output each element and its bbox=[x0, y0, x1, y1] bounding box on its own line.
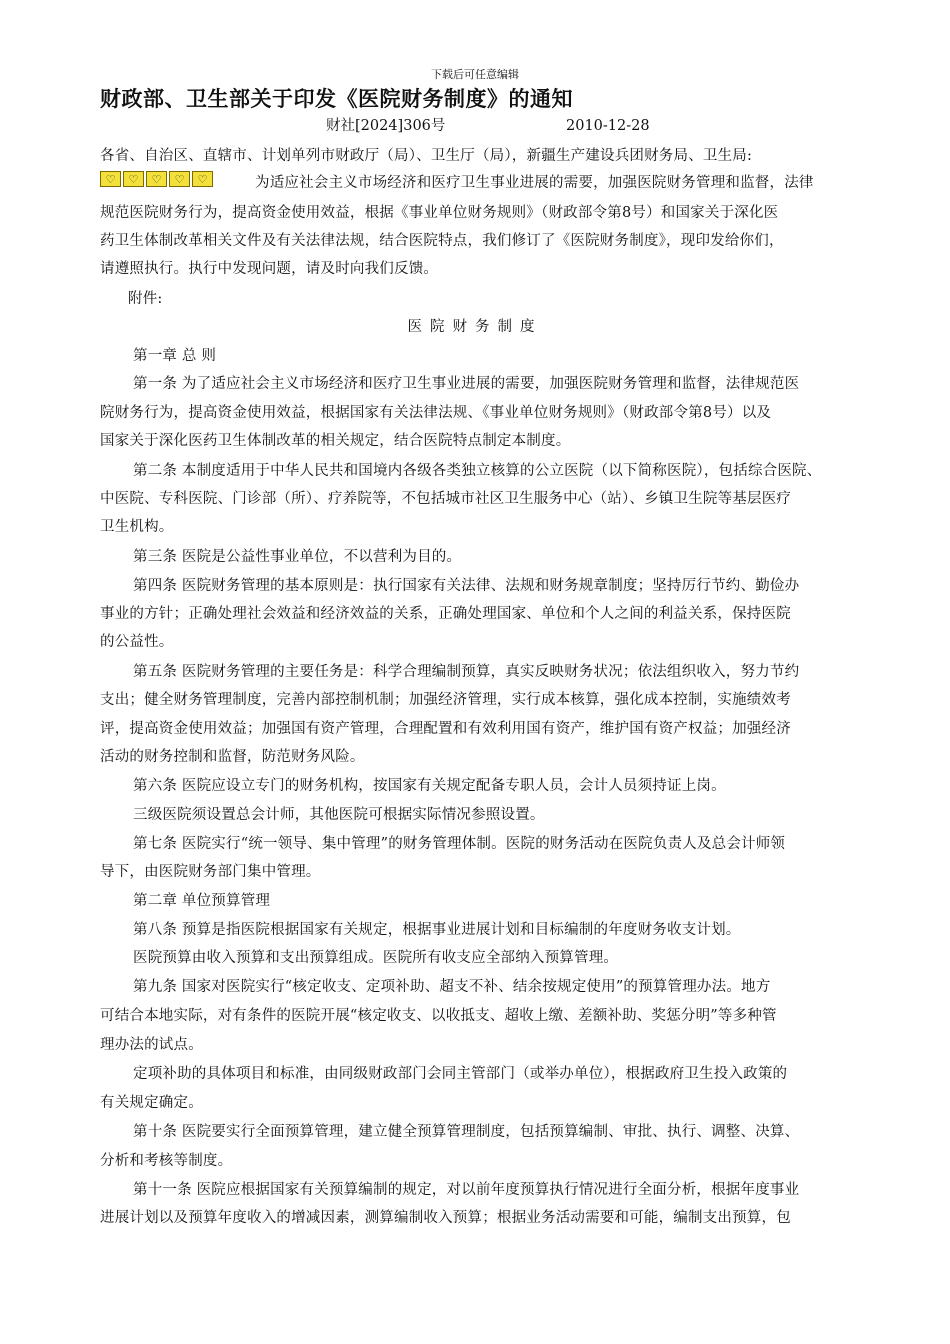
header-note: 下载后可任意编辑 bbox=[431, 68, 519, 81]
attachment-link-icon[interactable]: ♡ bbox=[169, 171, 190, 187]
document-number: 财社[2024]306号 bbox=[326, 118, 446, 134]
attachment-link-icon[interactable]: ♡ bbox=[192, 171, 213, 187]
attachment-label: 附件: bbox=[128, 291, 163, 307]
article-line: 支出；健全财务管理制度，完善内部控制机制；加强经济管理，实行成本核算，强化成本控制，实施绩效考 bbox=[100, 692, 791, 708]
article-line: 卫生机构。 bbox=[100, 519, 174, 535]
attachment-link-icon[interactable]: ♡ bbox=[123, 171, 144, 187]
article-line: 第三条 医院是公益性事业单位，不以营利为目的。 bbox=[133, 549, 462, 565]
article-line: 第九条 国家对医院实行“核定收支、定项补助、超支不补、结余按规定使用”的预算管理办法。地方 bbox=[133, 979, 771, 995]
article-line: 第一条 为了适应社会主义市场经济和医疗卫生事业进展的需要，加强医院财务管理和监督，法律规范医 bbox=[133, 376, 800, 392]
attachment-link-icon[interactable]: ♡ bbox=[146, 171, 167, 187]
chapter-heading: 第二章 单位预算管理 bbox=[133, 893, 271, 909]
document-title: 财政部、卫生部关于印发《医院财务制度》的通知 bbox=[100, 87, 573, 111]
body-line: 为适应社会主义市场经济和医疗卫生事业进展的需要，加强医院财务管理和监督，法律 bbox=[255, 175, 814, 191]
article-line: 导下，由医院财务部门集中管理。 bbox=[100, 864, 321, 880]
article-line: 第四条 医院财务管理的基本原则是：执行国家有关法律、法规和财务规章制度；坚持厉行节约、勤俭办 bbox=[133, 578, 800, 594]
article-line: 三级医院须设置总会计师，其他医院可根据实际情况参照设置。 bbox=[133, 807, 545, 823]
article-line: 理办法的试点。 bbox=[100, 1037, 203, 1053]
body-line: 药卫生体制改革相关文件及有关法律法规，结合医院特点，我们修订了《医院财务制度》，现印发给你们， bbox=[100, 233, 784, 249]
article-line: 第十条 医院要实行全面预算管理，建立健全预算管理制度，包括预算编制、审批、执行、调整、决算、 bbox=[133, 1124, 800, 1140]
article-line: 活动的财务控制和监督，防范财务风险。 bbox=[100, 749, 365, 765]
article-line: 第十一条 医院应根据国家有关预算编制的规定，对以前年度预算执行情况进行全面分析，根据年度事业 bbox=[133, 1182, 800, 1198]
article-line: 事业的方针；正确处理社会效益和经济效益的关系，正确处理国家、单位和个人之间的利益关系，保持医院 bbox=[100, 606, 791, 622]
article-line: 第七条 医院实行“统一领导、集中管理”的财务管理体制。医院的财务活动在医院负责人及总会计师领 bbox=[133, 836, 786, 852]
article-line: 第八条 预算是指医院根据国家有关规定，根据事业进展计划和目标编制的年度财务收支计划。 bbox=[133, 922, 741, 938]
attachment-link-icon[interactable]: ♡ bbox=[100, 171, 121, 187]
article-line: 国家关于深化医药卫生体制改革的相关规定，结合医院特点制定本制度。 bbox=[100, 433, 571, 449]
article-line: 定项补助的具体项目和标准，由同级财政部门会同主管部门（或举办单位），根据政府卫生投入政策的 bbox=[133, 1066, 788, 1082]
article-line: 第五条 医院财务管理的主要任务是：科学合理编制预算，真实反映财务状况；依法组织收入，努力节约 bbox=[133, 664, 800, 680]
article-line: 有关规定确定。 bbox=[100, 1095, 203, 1111]
article-line: 的公益性。 bbox=[100, 634, 174, 650]
article-line: 可结合本地实际，对有条件的医院开展“核定收支、以收抵支、超收上缴、差额补助、奖惩分明”等多种管 bbox=[100, 1008, 777, 1024]
icon-strip bbox=[100, 171, 215, 187]
section-title: 医院财务制度 bbox=[407, 319, 543, 335]
article-line: 第六条 医院应设立专门的财务机构，按国家有关规定配备专职人员，会计人员须持证上岗。 bbox=[133, 778, 726, 794]
article-line: 进展计划以及预算年度收入的增减因素，测算编制收入预算；根据业务活动需要和可能，编制支出预算，包 bbox=[100, 1210, 791, 1226]
article-line: 评，提高资金使用效益；加强国有资产管理，合理配置和有效利用国有资产，维护国有资产权益；加强经济 bbox=[100, 721, 791, 737]
article-line: 中医院、专科医院、门诊部（所）、疗养院等，不包括城市社区卫生服务中心（站）、乡镇卫生院等基层医疗 bbox=[100, 491, 792, 507]
article-line: 第二条 本制度适用于中华人民共和国境内各级各类独立核算的公立医院（以下简称医院），包括综合医院、 bbox=[133, 463, 822, 479]
document-date: 2010-12-28 bbox=[566, 118, 650, 134]
article-line: 分析和考核等制度。 bbox=[100, 1153, 233, 1169]
article-line: 医院预算由收入预算和支出预算组成。医院所有收支应全部纳入预算管理。 bbox=[133, 950, 619, 966]
addressee-line: 各省、自治区、直辖市、计划单列市财政厅（局）、卫生厅（局），新疆生产建设兵团财务局、卫生局: bbox=[100, 148, 753, 164]
body-line: 请遵照执行。执行中发现问题，请及时向我们反馈。 bbox=[100, 261, 439, 277]
chapter-heading: 第一章 总 则 bbox=[133, 348, 217, 364]
body-line: 规范医院财务行为，提高资金使用效益，根据《事业单位财务规则》（财政部令第8号）和国家关于深化医 bbox=[100, 205, 779, 221]
article-line: 院财务行为，提高资金使用效益，根据国家有关法律法规、《事业单位财务规则》（财政部令第8号）以及 bbox=[100, 405, 772, 421]
